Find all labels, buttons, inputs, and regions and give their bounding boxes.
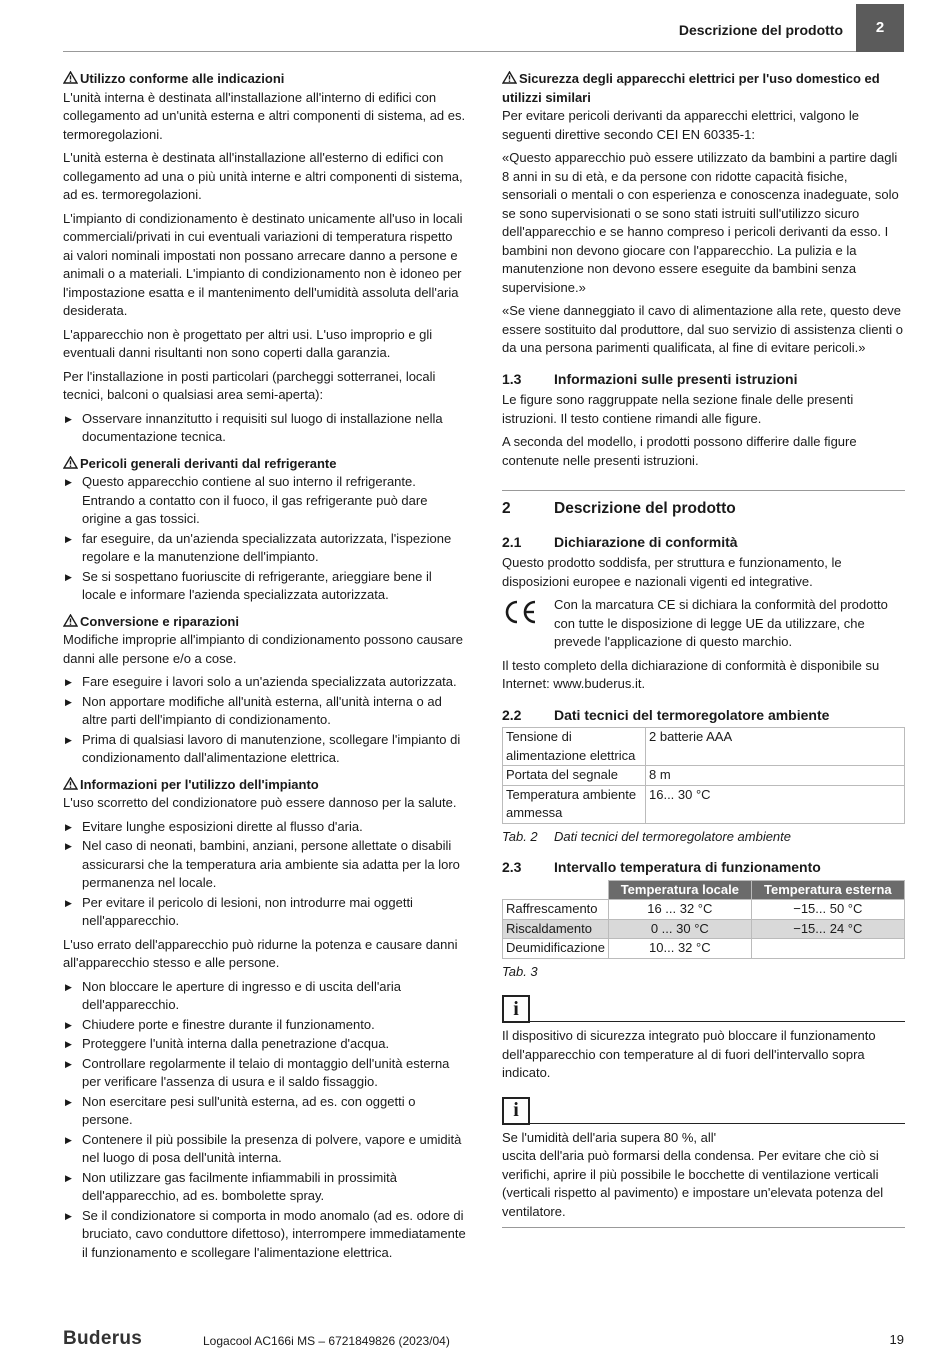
warning-title-utilizzo	[63, 70, 466, 89]
list-item: ▶ Non esercitare pesi sull'unità esterna, ad es. con oggetti o persone.	[63, 1093, 466, 1130]
warning-icon	[63, 456, 78, 469]
temperature-range-table	[502, 880, 905, 959]
caption-text: Dati tecnici del termoregolatore ambiente	[554, 828, 792, 844]
info-icon: i	[502, 995, 530, 1023]
paragraph: Modifiche improprie all'impianto di condizionamento possono causare danni alle persone e/o a cose.	[63, 632, 463, 666]
warning-title-text: Conversione e riparazioni	[80, 613, 239, 629]
table-header: Temperatura locale	[609, 880, 752, 900]
list-item: ▶ Evitare lunghe esposizioni dirette al flusso d'aria.	[63, 818, 466, 837]
section-title: Descrizione del prodotto	[554, 500, 736, 517]
paragraph: Il testo completo della dichiarazione di conformità è disponibile su Internet: www.buderus.it.	[502, 657, 880, 691]
table-header-row	[503, 880, 905, 900]
table-cell: −15... 50 °C	[751, 900, 904, 920]
bullet-list	[63, 473, 466, 605]
warning-title-text: Utilizzo conforme alle indicazioni	[80, 71, 285, 86]
section-number: 2.1	[502, 533, 522, 550]
warning-title-conversione	[63, 613, 466, 632]
section-title: Informazioni sulle presenti istruzioni	[554, 370, 798, 387]
section-heading-1-3	[502, 370, 905, 389]
paragraph: Per evitare pericoli derivanti da apparecchi elettrici, valgono le seguenti direttive secondo CEI EN 60335-1:	[502, 108, 859, 142]
warning-title-text: Informazioni per l'utilizzo dell'impianto	[80, 776, 319, 792]
list-item: ▶ Per evitare il pericolo di lesioni, non introdurre mai oggetti nell'apparecchio.	[63, 894, 466, 931]
header-title: Descrizione del prodotto	[678, 22, 843, 38]
chapter-number-box: 2	[856, 4, 904, 52]
info-notice-header	[502, 1097, 905, 1125]
list-item: ▶ Contenere il più possibile la presenza di polvere, vapore e umidità nel luogo di posa dell'unità interna.	[63, 1131, 466, 1168]
bullet-list	[63, 410, 466, 447]
table-header: Temperatura esterna	[751, 880, 904, 900]
page-number: 19	[889, 1332, 904, 1347]
left-column	[63, 70, 466, 1267]
table-row	[503, 766, 905, 786]
paragraph: L'uso scorretto del condizionatore può essere dannoso per la salute.	[63, 795, 457, 810]
list-item: ▶ Osservare innanzitutto i requisiti sul luogo di installazione nella documentazione tecnica.	[63, 410, 466, 447]
bullet-list	[63, 673, 466, 768]
section-title: Intervallo temperatura di funzionamento	[554, 859, 821, 875]
ce-text: Con la marcatura CE si dichiara la conformità del prodotto con tutte le disposizione di legge UE da utilizzare, che prevede l'applicazione di questo marchio.	[554, 597, 888, 649]
section-heading-2-1	[502, 533, 905, 552]
table-cell: Temperatura ambiente ammessa	[503, 785, 646, 823]
table-cell: 0 ... 30 °C	[609, 919, 752, 939]
info-divider	[530, 1123, 905, 1124]
section-number: 1.3	[502, 370, 522, 387]
table-row	[503, 785, 905, 823]
section-number: 2.3	[502, 859, 522, 875]
table-cell: 16... 30 °C	[646, 785, 905, 823]
paragraph: A seconda del modello, i prodotti possono differire dalle figure contenute nelle presenti istruzioni.	[502, 434, 857, 468]
list-item: ▶ Se si sospettano fuoriuscite di refrigerante, arieggiare bene il locale e informare l'azienda specializzata autorizzata.	[63, 568, 466, 605]
list-item: ▶ Fare eseguire i lavori solo a un'azienda specializzata autorizzata.	[63, 673, 466, 692]
table-cell: Tensione di alimentazione elettrica	[503, 728, 646, 766]
bullet-list	[63, 978, 466, 1263]
paragraph: «Questo apparecchio può essere utilizzato da bambini a partire dagli 8 anni in su di età, e da persone con ridotte capacità fisiche, sensoriali o mentali o con esperienza e conoscenza inadeguate, solo se sono supervisionati o se sono stati istruiti sull'utilizzo sicuro dell'apparecchio e se hanno compreso i pericoli derivanti da esso. I bambini non devono giocare con l'apparecchio. La pulizia e la manutenzione non devono essere eseguite da bambini senza supervisione.»	[502, 150, 899, 295]
info-divider	[530, 1021, 905, 1022]
warning-title-refrigerante	[63, 455, 466, 474]
info-text: uscita dell'aria può formarsi della condensa. Per evitare che ciò si verifichi, aprire il più possibile le bocchette di ventilazione verticali (verticali rispetto al pavimento) e impostare un'elevata potenza del ventilatore.	[502, 1148, 884, 1219]
warning-title-sicurezza	[502, 70, 905, 107]
table-cell	[751, 939, 904, 959]
warning-icon	[63, 71, 78, 84]
table-cell: 16 ... 32 °C	[609, 900, 752, 920]
section-heading-2-3	[502, 858, 905, 877]
table-row	[503, 728, 905, 766]
warning-title-text: Sicurezza degli apparecchi elettrici per l'uso domestico ed utilizzi similari	[502, 71, 880, 105]
list-item: ▶ Controllare regolarmente il telaio di montaggio dell'unità esterna per verificare l'assenza di usura e il saldo fissaggio.	[63, 1055, 466, 1092]
table-label: Tab. 2	[502, 828, 538, 844]
paragraph: Per l'installazione in posti particolari (parcheggi sotterranei, locali tecnici, balconi o qualsiasi area semi-aperta):	[63, 368, 436, 402]
list-item: ▶ far eseguire, da un'azienda specializzata autorizzata, l'ispezione regolare e la manutenzione dell'impianto.	[63, 530, 466, 567]
table-cell: 2 batterie AAA	[646, 728, 905, 766]
warning-icon	[63, 777, 78, 790]
info-icon: i	[502, 1097, 530, 1125]
paragraph: L'unità interna è destinata all'installazione all'interno di edifici con collegamento ad un'unità esterna e altri componenti di sistema, ad es. termoregolazioni.	[63, 89, 466, 142]
section-end-divider	[502, 1227, 905, 1228]
list-item: ▶ Questo apparecchio contiene al suo interno il refrigerante. Entrando a contatto con il fuoco, il gas refrigerante può dare origine a gas tossici.	[63, 473, 466, 529]
list-item: ▶ Non bloccare le aperture di ingresso e di uscita dell'aria dell'apparecchio.	[63, 978, 466, 1015]
right-column	[502, 70, 905, 1228]
table-cell: 10... 32 °C	[609, 939, 752, 959]
buderus-logo: Buderus	[63, 1328, 143, 1349]
table-row	[503, 939, 905, 959]
list-item: ▶ Non utilizzare gas facilmente infiammabili in prossimità dell'apparecchio, ad es. bombolette spray.	[63, 1169, 466, 1206]
footer-document-info: Logacool AC166i MS – 6721849826 (2023/04)	[203, 1334, 450, 1348]
info-text: Se l'umidità dell'aria supera 80 %, all'	[502, 1129, 717, 1145]
table-cell: −15... 24 °C	[751, 919, 904, 939]
tech-data-table	[502, 727, 905, 824]
section-number: 2	[502, 500, 511, 517]
paragraph: L'uso errato dell'apparecchio può ridurne la potenza e causare danni all'apparecchio stesso e alle persone.	[63, 936, 458, 970]
ce-notice	[502, 596, 905, 652]
table-caption	[502, 828, 905, 847]
table-cell: Riscaldamento	[503, 919, 609, 939]
table-cell: Raffrescamento	[503, 900, 609, 920]
bullet-list	[63, 818, 466, 931]
warning-title-utilizzo-impianto	[63, 776, 466, 795]
list-item: ▶ Se il condizionatore si comporta in modo anomalo (ad es. odore di bruciato, cavo conduttore difettoso), interrompere immediatamente il funzionamento e scollegare l'alimentazione elettrica.	[63, 1207, 466, 1263]
chapter-heading-2	[502, 490, 905, 519]
table-cell: Portata del segnale	[503, 766, 646, 786]
paragraph: Le figure sono raggruppate nella sezione finale delle presenti istruzioni. Il testo contiene rimandi alle figure.	[502, 392, 854, 426]
section-heading-2-2	[502, 706, 905, 725]
warning-icon	[63, 614, 78, 627]
table-label: Tab. 3	[502, 963, 538, 979]
info-text: Il dispositivo di sicurezza integrato può bloccare il funzionamento dell'apparecchio con temperature al di fuori dell'intervallo sopra indicato.	[502, 1028, 876, 1080]
warning-title-text: Pericoli generali derivanti dal refrigerante	[80, 455, 337, 471]
paragraph: L'apparecchio non è progettato per altri usi. L'uso improprio e gli eventuali danni risultanti non sono coperti dalla garanzia.	[63, 326, 433, 360]
list-item: ▶ Prima di qualsiasi lavoro di manutenzione, scollegare l'impianto di condizionamento dall'alimentazione elettrica.	[63, 731, 466, 768]
list-item: ▶ Chiudere porte e finestre durante il funzionamento.	[63, 1016, 466, 1035]
header-divider	[63, 51, 856, 52]
table-row	[503, 900, 905, 920]
list-item: ▶ Nel caso di neonati, bambini, anziani, persone allettate o disabili assicurarsi che la temperatura aria ambiente sia adatta per la loro permanenza nel locale.	[63, 837, 466, 893]
ce-mark-icon	[502, 596, 554, 652]
paragraph: Questo prodotto soddisfa, per struttura e funzionamento, le disposizioni europee e nazionali vigenti ed integrative.	[502, 555, 842, 589]
info-notice-header	[502, 995, 905, 1023]
table-header-empty	[503, 880, 609, 900]
list-item: ▶ Non apportare modifiche all'unità esterna, all'unità interna o ad altre parti dell'impianto di condizionamento.	[63, 693, 466, 730]
section-title: Dichiarazione di conformità	[554, 533, 738, 550]
section-title: Dati tecnici del termoregolatore ambiente	[554, 706, 830, 723]
table-row	[503, 919, 905, 939]
warning-icon	[502, 71, 517, 84]
table-caption	[502, 963, 905, 982]
table-cell: Deumidificazione	[503, 939, 609, 959]
paragraph: L'unità esterna è destinata all'installazione all'esterno di edifici con collegamento ad una o più unità interne e altri componenti di sistema, ad es. termoregolazioni.	[63, 150, 463, 202]
table-cell: 8 m	[646, 766, 905, 786]
paragraph: «Se viene danneggiato il cavo di alimentazione alla rete, questo deve essere sostituito dal produttore, dal suo servizio di assistenza clienti o da una persona parimenti qualificata, al fine di evitare pericoli.»	[502, 303, 904, 355]
list-item: ▶ Proteggere l'unità interna dalla penetrazione d'acqua.	[63, 1035, 466, 1054]
section-number: 2.2	[502, 706, 522, 723]
paragraph: L'impianto di condizionamento è destinato unicamente all'uso in locali commerciali/privati in cui eventuali variazioni di temperatura rispetto ai valori nominali impostati non possano arrecare danno a persone e animali o a materiali. L'impianto di condizionamento non è idoneo per l'impostazione esatta e il mantenimento dell'umidità assoluta dell'aria desiderata.	[63, 210, 463, 318]
